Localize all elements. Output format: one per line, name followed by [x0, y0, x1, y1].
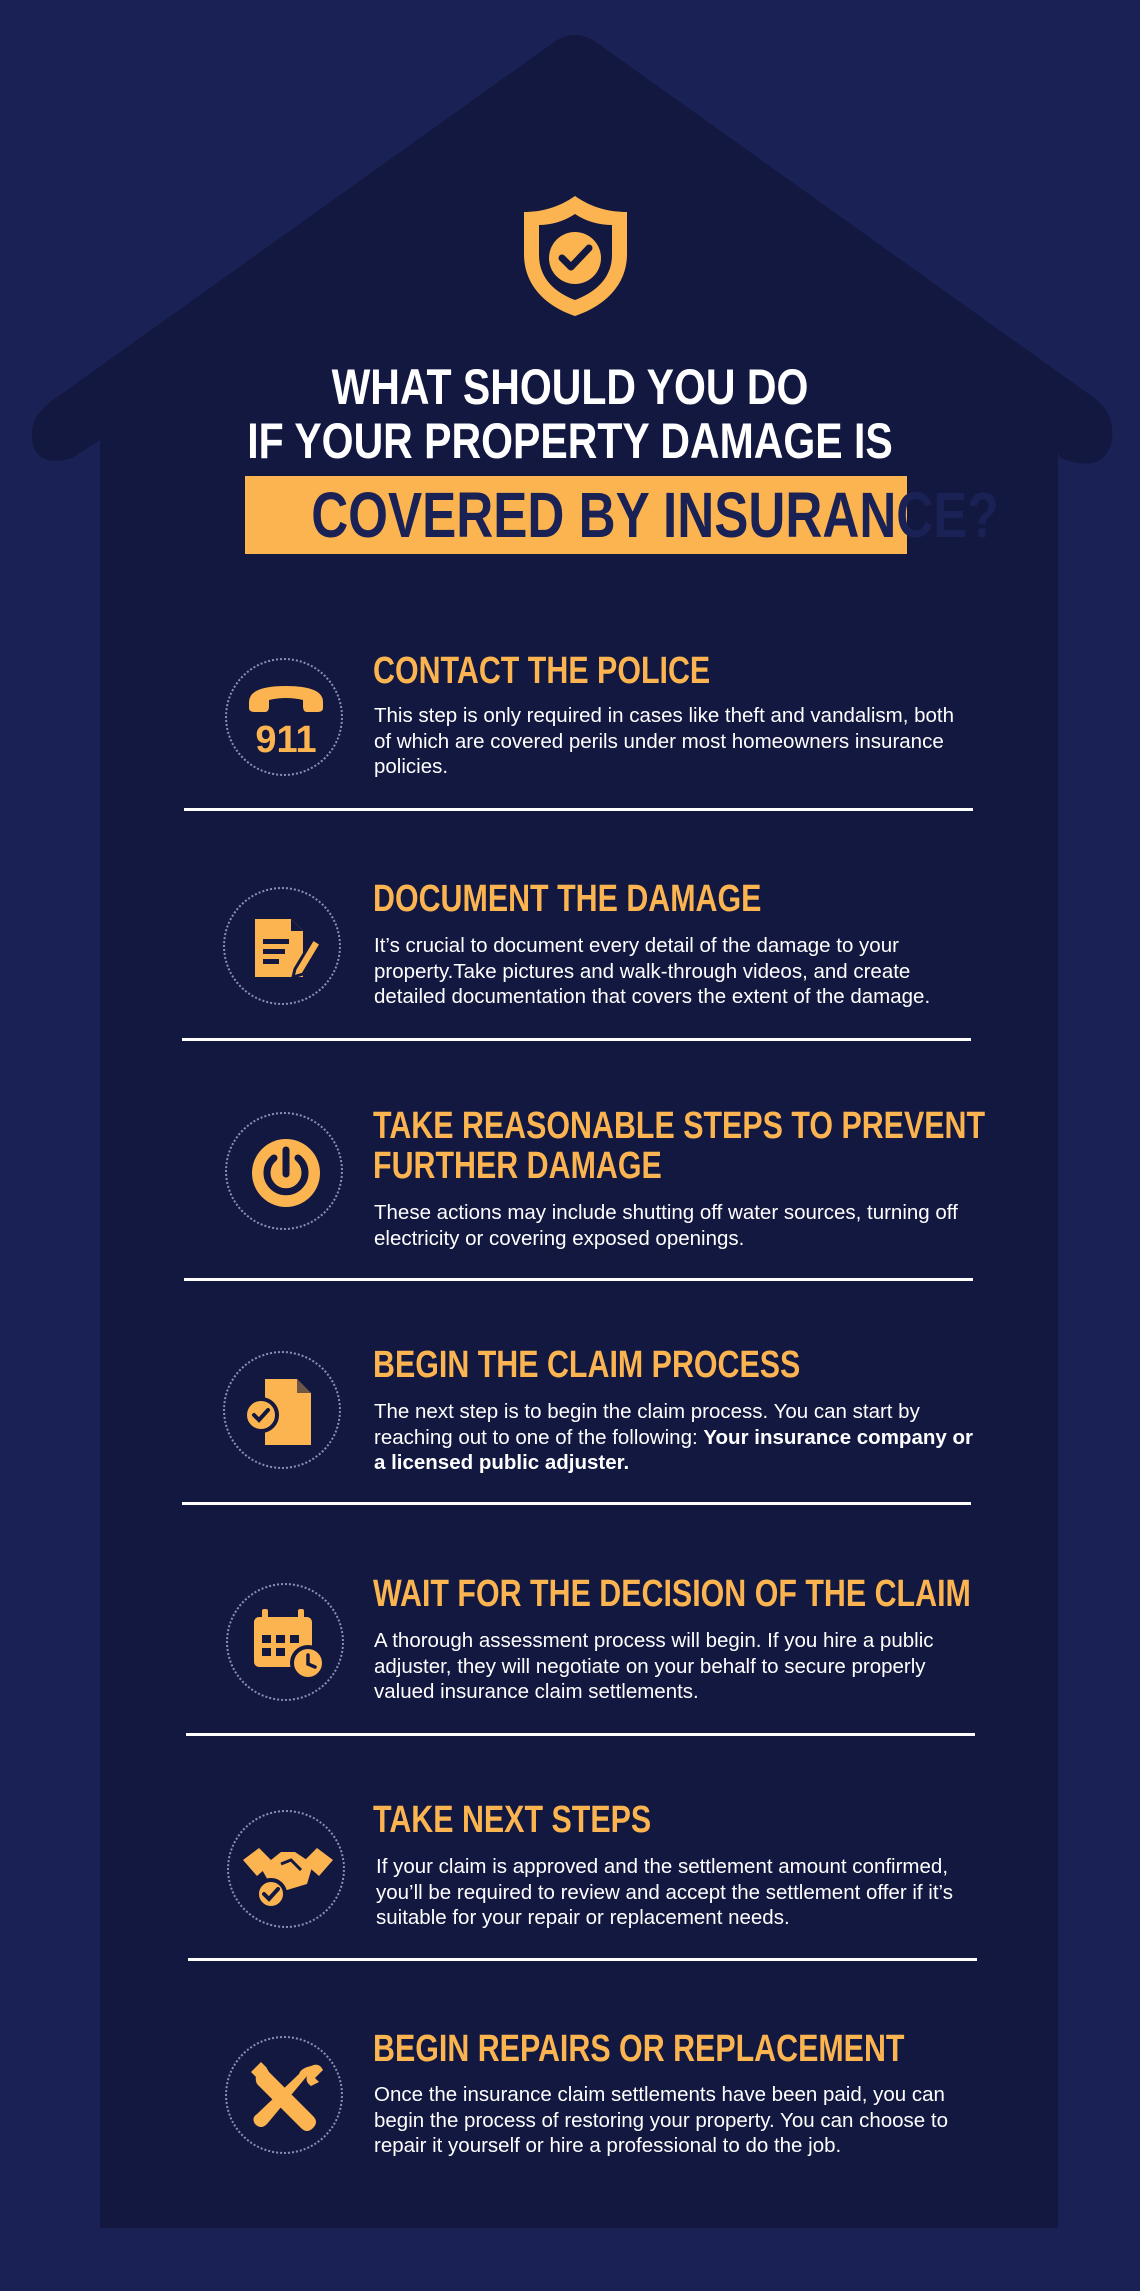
step-title-line-2: FURTHER DAMAGE — [373, 1145, 662, 1187]
divider — [186, 1733, 975, 1736]
title-line-1: WHAT SHOULD YOU DO — [331, 359, 809, 415]
power-icon — [225, 1112, 343, 1230]
step-description: Once the insurance claim settlements have been paid, you can begin the process of restoring your property. You can choose to repair it yourself or hire a professional to do the job. — [374, 2083, 948, 2157]
step-title: WAIT FOR THE DECISION OF THE CLAIM — [373, 1573, 971, 1615]
divider — [182, 1502, 971, 1505]
step-description: A thorough assessment process will begin. If you hire a public adjuster, they will negotiate on your behalf to secure properly valued insurance claim settlements. — [374, 1629, 934, 1703]
step-title: BEGIN REPAIRS OR REPLACEMENT — [373, 2028, 905, 2070]
step-title: DOCUMENT THE DAMAGE — [373, 878, 762, 920]
svg-text:911: 911 — [255, 719, 317, 761]
step-description: The next step is to begin the claim process. You can start by reaching out to one of the following: Your insurance company or a licensed public adjuster. — [374, 1400, 973, 1474]
divider — [184, 1278, 973, 1281]
phone-911-icon — [225, 658, 343, 776]
shield-check-icon — [518, 192, 633, 320]
divider — [182, 1038, 971, 1041]
step-description: These actions may include shutting off water sources, turning off electricity or covering exposed openings. — [374, 1201, 958, 1250]
file-check-icon — [223, 1351, 341, 1469]
title-line-2: IF YOUR PROPERTY DAMAGE IS — [247, 413, 893, 469]
document-edit-icon — [223, 887, 341, 1005]
handshake-icon — [227, 1810, 345, 1928]
step-title: CONTACT THE POLICE — [373, 650, 711, 692]
divider — [184, 808, 973, 811]
divider — [188, 1958, 977, 1961]
step-title-line-1: TAKE REASONABLE STEPS TO PREVENT — [373, 1105, 986, 1147]
tools-icon — [225, 2036, 343, 2154]
step-title: BEGIN THE CLAIM PROCESS — [373, 1344, 801, 1386]
title-highlight — [245, 476, 999, 554]
calendar-clock-icon — [226, 1583, 344, 1701]
step-description: If your claim is approved and the settlement amount confirmed, you’ll be required to review and accept the settlement offer if it’s suitable for your repair or replacement needs. — [376, 1855, 953, 1929]
step-description: This step is only required in cases like theft and vandalism, both of which are covered perils under most homeowners insurance policies. — [374, 704, 954, 778]
step-description: It’s crucial to document every detail of the damage to your property.Take pictures and walk-through videos, and create detailed documentation that covers the extent of the damage. — [374, 934, 931, 1008]
title-highlight-text: COVERED BY INSURANCE? — [311, 479, 999, 551]
step-title: TAKE NEXT STEPS — [373, 1799, 652, 1841]
